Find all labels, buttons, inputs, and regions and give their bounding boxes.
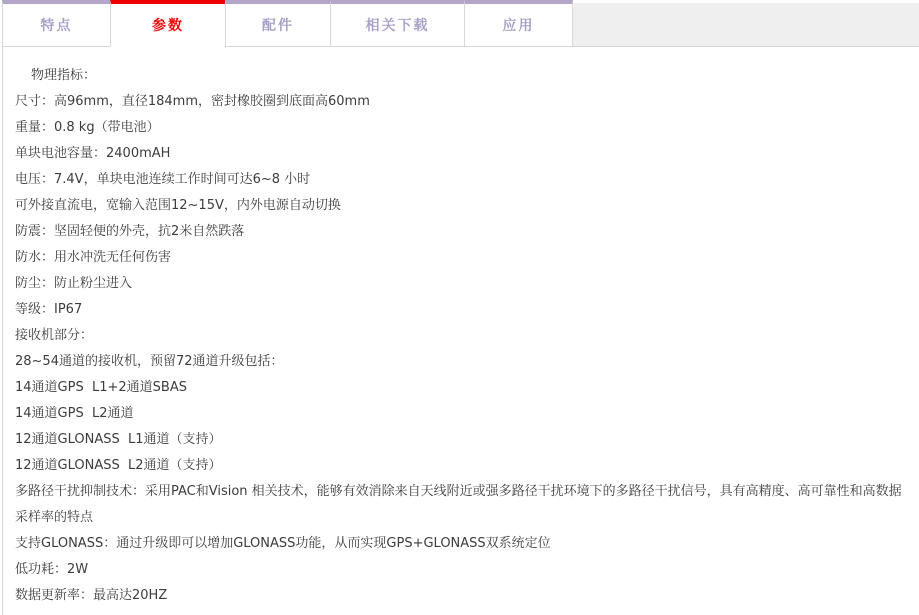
tab-bar	[0, 0, 919, 47]
tab-applications[interactable]: 应用	[464, 0, 573, 47]
spec-line-update-rate: 数据更新率：最高达20HZ	[15, 588, 168, 603]
spec-line-rating: 等级：IP67	[15, 302, 83, 317]
spec-line-power: 低功耗：2W	[15, 562, 89, 577]
tab-parameters[interactable]: 参数	[110, 0, 225, 47]
spec-line-shock: 防震：坚固轻便的外壳，抗2米自然跌落	[15, 224, 245, 239]
spec-line-dimensions: 尺寸：高96mm，直径184mm，密封橡胶圈到底面高60mm	[15, 94, 370, 109]
spec-line-gps-l2: 14通道GPS L2通道	[15, 406, 134, 421]
tab-related-downloads[interactable]: 相关下载	[330, 0, 464, 47]
tab-bar-filler	[573, 3, 919, 47]
spec-line-voltage: 电压：7.4V，单块电池连续工作时间可达6~8 小时	[15, 172, 311, 187]
tab-accessories[interactable]: 配件	[225, 0, 330, 47]
spec-line-battery-capacity: 单块电池容量：2400mAH	[15, 146, 171, 161]
section-title-receiver: 接收机部分：	[15, 328, 94, 343]
spec-line-dustproof: 防尘：防止粉尘进入	[15, 276, 133, 291]
spec-line-glonass-l1: 12通道GLONASS L1通道（支持）	[15, 432, 222, 447]
spec-line-multipath: 多路径干扰抑制技术：采用PAC和Vision 相关技术，能够有效消除来自天线附近或强多路径干扰环境下的多路径干扰信号，具有高精度、高可靠性和高数据采样率的特点	[15, 484, 902, 525]
spec-line-gps-l1: 14通道GPS L1+2通道SBAS	[15, 380, 187, 395]
spec-line-dc-input: 可外接直流电，宽输入范围12~15V，内外电源自动切换	[15, 198, 341, 213]
spec-content-panel	[2, 47, 919, 615]
tab-features[interactable]: 特点	[2, 0, 110, 47]
spec-line-glonass-l2: 12通道GLONASS L2通道（支持）	[15, 458, 222, 473]
spec-line-waterproof: 防水：用水冲洗无任何伤害	[15, 250, 172, 265]
spec-line-glonass-support: 支持GLONASS：通过升级即可以增加GLONASS功能，从而实现GPS+GLONASS双系统定位	[15, 536, 551, 551]
spec-line-channels: 28~54通道的接收机，预留72通道升级包括：	[15, 354, 284, 369]
spec-line-weight: 重量：0.8 kg（带电池）	[15, 120, 160, 135]
section-title-physical: 物理指标：	[31, 68, 97, 83]
